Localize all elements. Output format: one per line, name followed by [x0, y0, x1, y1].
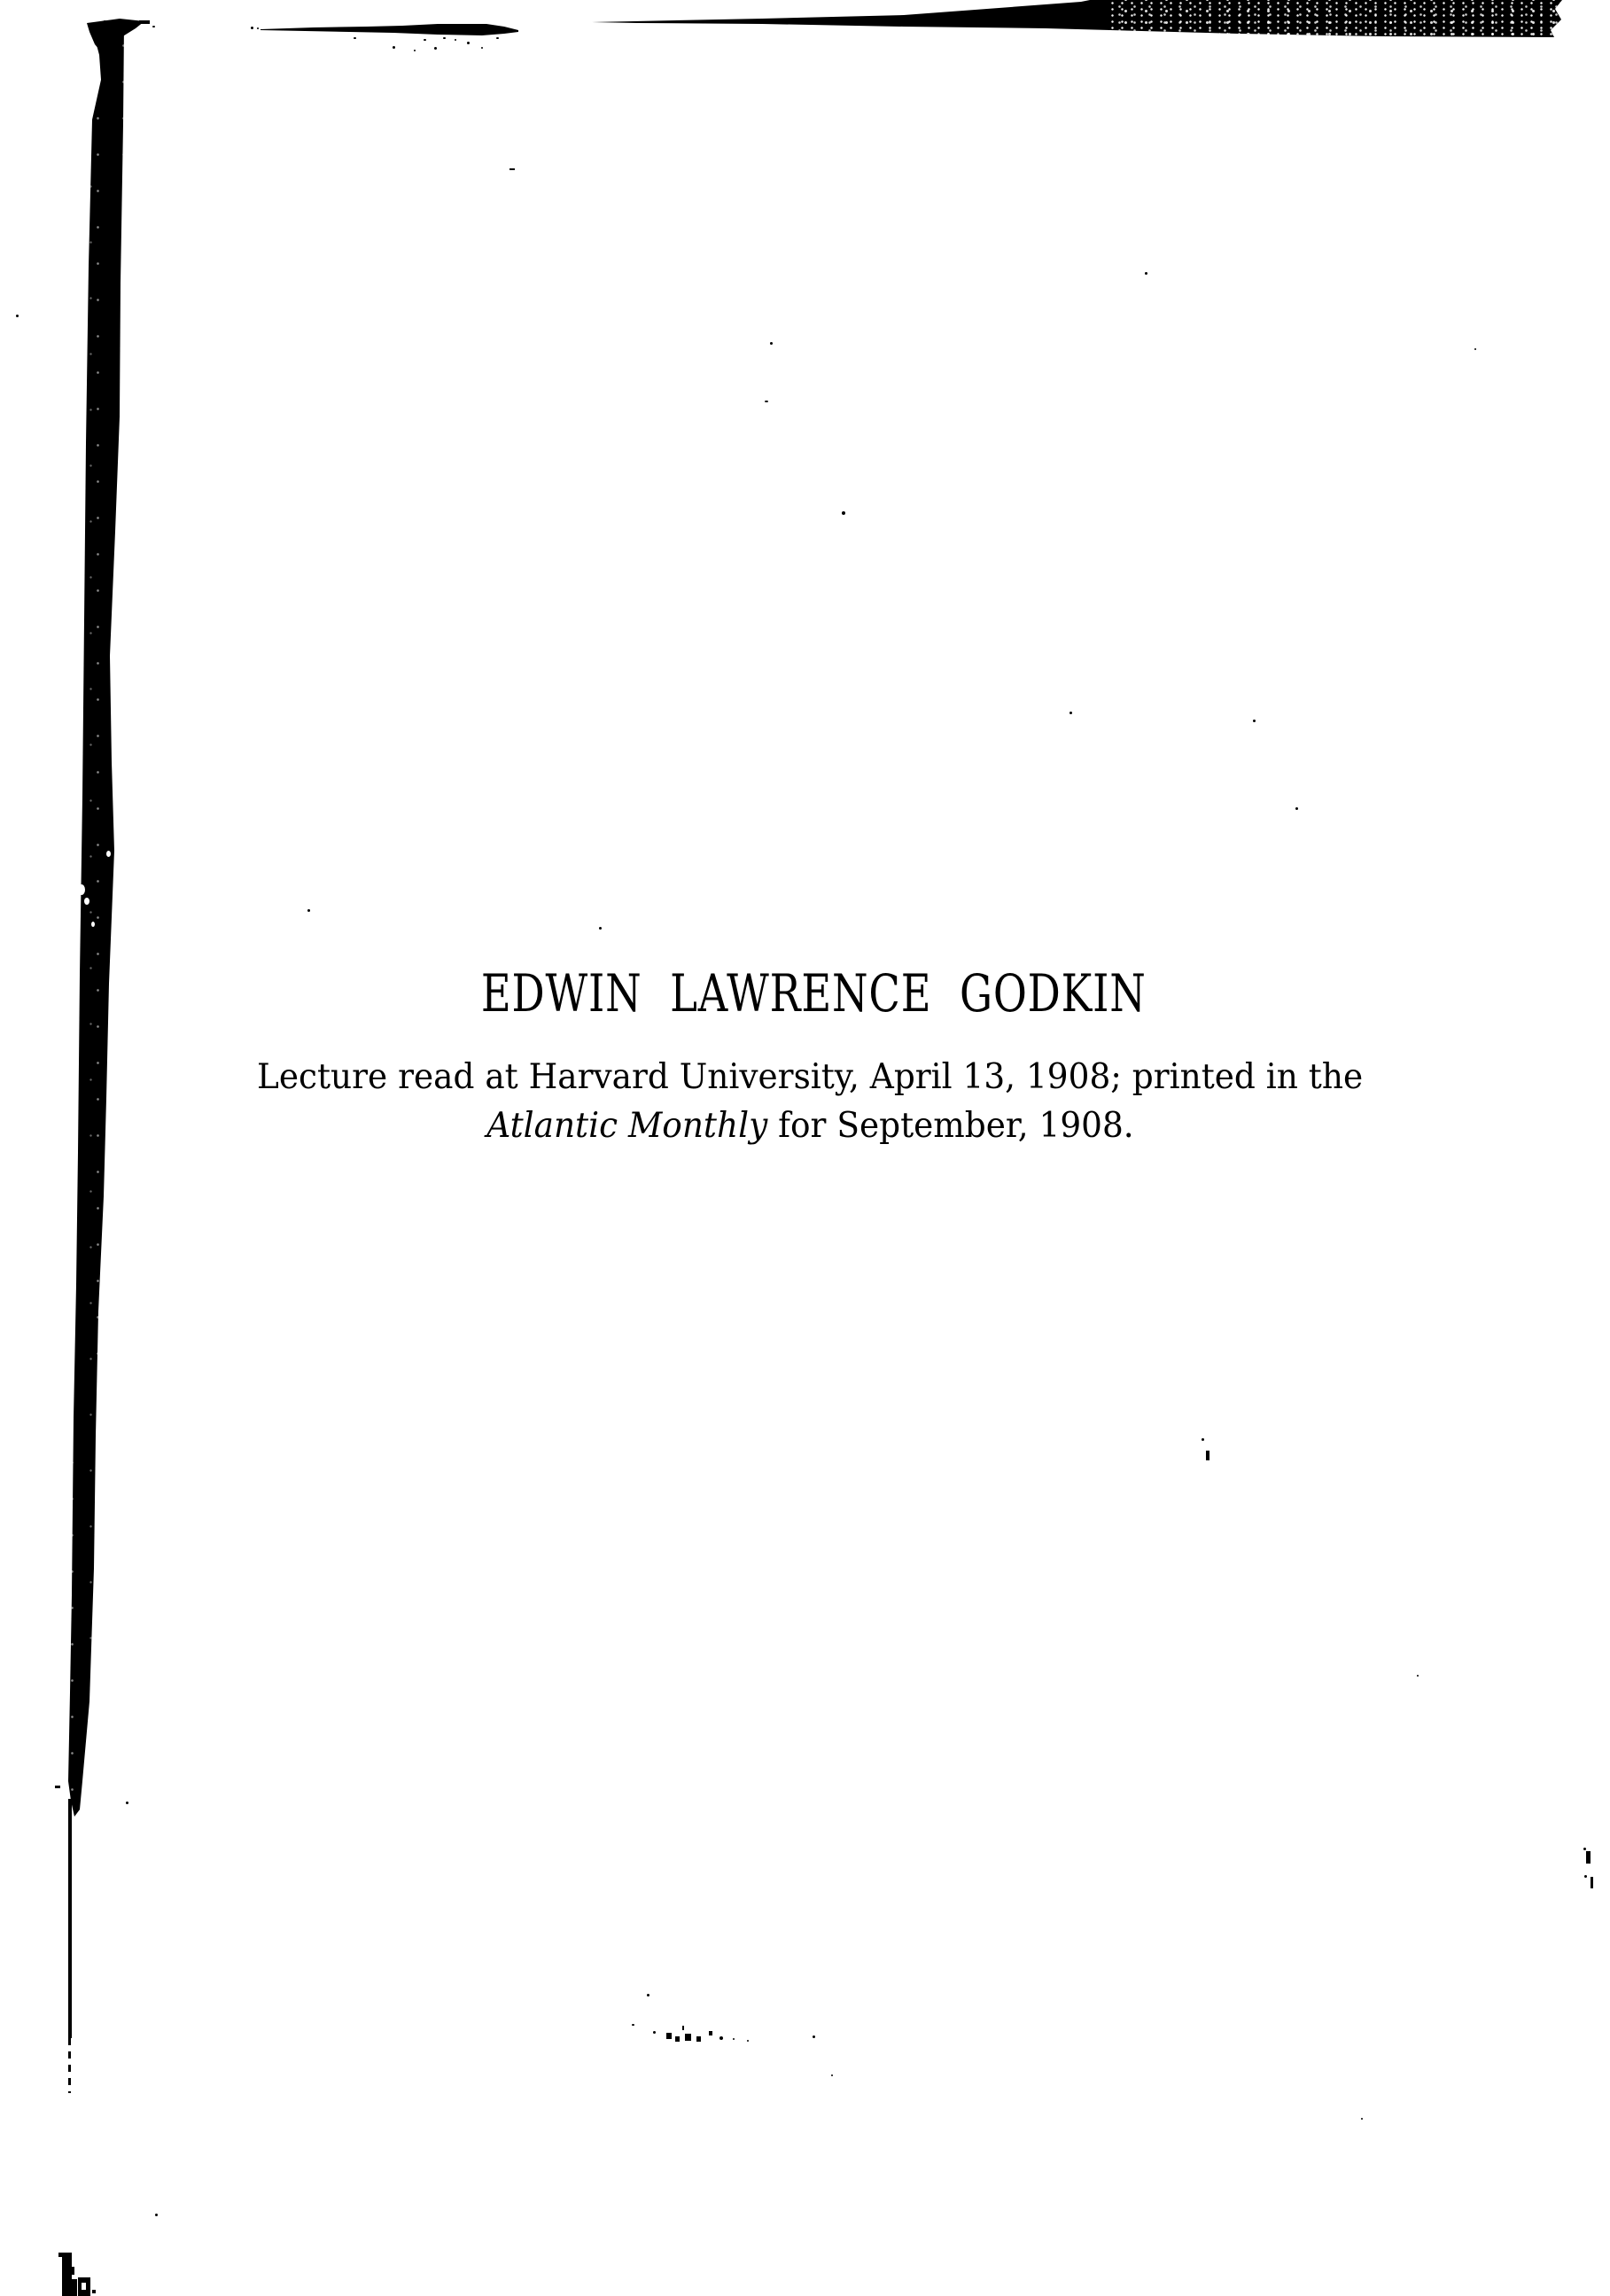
scan-speck: [152, 26, 155, 27]
scan-hole: [78, 884, 85, 895]
scan-speck: [1145, 272, 1147, 275]
scan-speck: [509, 168, 515, 170]
scan-speck: [1206, 1451, 1209, 1460]
scan-speck: [16, 315, 19, 317]
scan-speck: [770, 342, 773, 345]
scan-speck: [685, 2034, 691, 2041]
scan-speck: [1583, 1848, 1586, 1850]
scan-speck: [733, 2038, 735, 2040]
bottom-left-ink-mark: [58, 2247, 112, 2296]
scan-speck: [467, 42, 470, 44]
page-title: EDWIN LAWRENCE GODKIN: [481, 963, 1147, 1023]
scan-speck: [682, 2026, 684, 2030]
scan-speck: [831, 2074, 833, 2076]
scan-speck: [1361, 2118, 1363, 2120]
subtitle-line-2: [0, 1105, 1610, 1154]
scan-speck: [1295, 807, 1298, 810]
subtitle-text-2-rest: for September, 1908.: [767, 1106, 1134, 1146]
ink-mark-foot: [62, 2279, 77, 2296]
scan-speck: [155, 2214, 158, 2216]
subtitle-line-1: [0, 1056, 1610, 1105]
scan-speck: [765, 401, 768, 402]
scan-speck: [709, 2031, 712, 2035]
scan-speck: [481, 47, 483, 49]
scan-hole: [106, 851, 111, 857]
scan-speck: [666, 2033, 672, 2039]
scan-speck: [126, 1802, 128, 1804]
ink-mark-notch: [82, 2283, 86, 2290]
top-edge-wedge-artifact: [585, 0, 1586, 41]
ink-mark-dot: [92, 2290, 96, 2293]
scan-speck: [424, 39, 426, 41]
scan-speck: [719, 2036, 723, 2040]
title-block: [0, 963, 1610, 1032]
scan-speck: [354, 37, 356, 39]
scan-speck: [747, 2040, 749, 2042]
scan-hole: [91, 922, 95, 927]
scan-speck: [257, 27, 259, 29]
scan-speck: [139, 20, 150, 24]
scan-hole: [84, 898, 89, 905]
scan-speck: [599, 927, 602, 930]
scan-speck: [1591, 1877, 1593, 1888]
binding-shadow-band: [53, 18, 137, 1817]
scan-speck: [653, 2031, 656, 2034]
scan-speck: [307, 909, 310, 912]
scan-speck: [455, 39, 456, 41]
scan-speck: [1586, 1851, 1591, 1864]
scan-speck: [1202, 1438, 1204, 1441]
subtitle-journal-name-italic: Atlantic Monthly: [486, 1106, 768, 1146]
scan-speck: [443, 37, 446, 39]
top-edge-smudge-streak: [261, 21, 521, 39]
scan-speck: [813, 2035, 815, 2038]
scan-speck: [393, 46, 395, 49]
scan-speck: [632, 2024, 634, 2026]
binding-shadow-tail: [68, 1799, 72, 2038]
scan-speck: [251, 27, 253, 29]
binding-shadow-tail-dashed: [68, 2038, 71, 2093]
scan-speck: [496, 37, 499, 39]
scan-speck: [1253, 720, 1256, 722]
scan-speck: [1474, 348, 1476, 350]
binding-shadow-noise: [53, 18, 137, 1817]
scan-speck: [434, 47, 437, 50]
scan-speck: [675, 2036, 680, 2042]
scan-speck: [1417, 1675, 1419, 1677]
subtitle-text-1: Lecture read at Harvard University, April 13, 1908; printed in the: [257, 1057, 1364, 1097]
scan-speck: [1584, 1875, 1587, 1878]
scan-speck: [1069, 712, 1072, 714]
scan-speck: [842, 511, 845, 515]
scan-speck: [696, 2036, 701, 2042]
subtitle-block: [0, 1056, 1610, 1154]
ink-mark-step: [70, 2267, 74, 2275]
subtitle-text-2: [486, 1105, 1133, 1148]
scan-speck: [647, 1994, 649, 1996]
top-edge-wedge-noise: [1108, 0, 1586, 41]
scan-speck: [414, 50, 416, 51]
scan-speck: [55, 1786, 60, 1788]
